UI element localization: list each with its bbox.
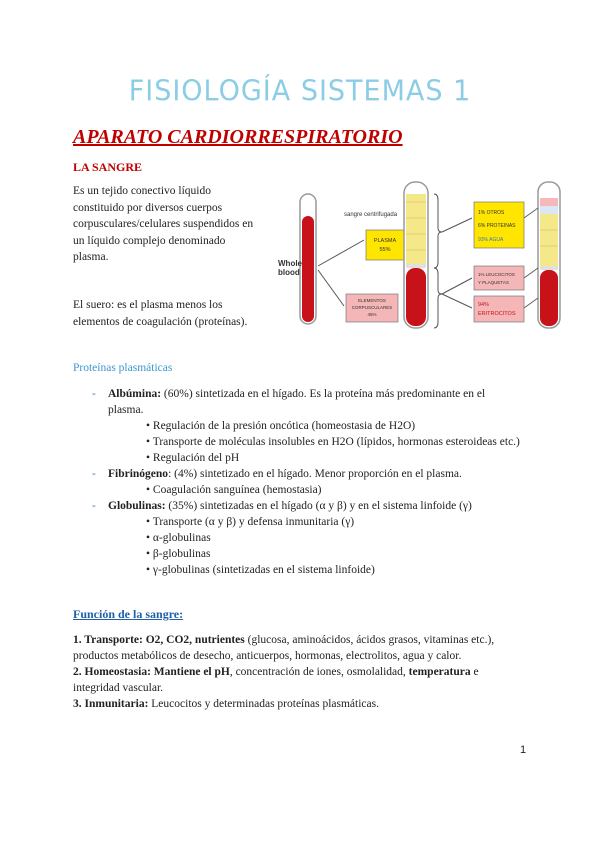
cells-label: ELEMENTOS (358, 298, 386, 303)
immune-term: 3. Inmunitaria: (73, 698, 149, 710)
function-line-3 (73, 696, 543, 712)
list-item: - Albúmina: (60%) sintetizada en el hígado. Es la proteína más predominante en el plasma. (92, 386, 562, 418)
temperature-term: temperatura (408, 666, 471, 678)
transport-text-cont: productos metabólicos de desecho, anticuerpos, hormonas, electrolitos, agua y calor. (73, 650, 462, 662)
albumin-subs (92, 418, 562, 466)
page-number: 1 (520, 744, 527, 756)
leukocytes-label: 1% LEUCOCITOS (478, 272, 515, 277)
function-heading: Función de la sangre: (73, 607, 184, 621)
fibrinogen-subs (92, 482, 562, 498)
erythrocytes-box (474, 296, 524, 322)
page-header-title: FISIOLOGÍA SISTEMAS 1 (128, 75, 472, 108)
intro-line: corpusculares/celulares suspendidos en (73, 218, 254, 230)
intro-line: Es un tejido conectivo líquido (73, 185, 211, 197)
homeostasis-text-end: e (470, 666, 479, 678)
transport-term: 1. Transporte: O2, CO2, nutrientes (73, 634, 245, 646)
sub-item: • β-globulinas (146, 548, 211, 560)
erythrocytes-label: ERITROCITOS (478, 311, 516, 317)
separated-tube-icon (538, 182, 560, 328)
cells-label: 45% (367, 312, 377, 317)
globulins-subs (92, 514, 562, 578)
proteins-heading: Proteínas plasmáticas (73, 362, 173, 374)
section-subtitle: LA SANGRE (73, 160, 143, 174)
function-line-2 (73, 664, 543, 680)
plasma-percent: 55% (379, 247, 391, 253)
intro-line: constituido por diversos cuerpos (73, 201, 223, 214)
sub-item: • Transporte (α y β) y defensa inmunitaria (γ) (146, 516, 355, 528)
composition-label: 6% PROTEINAS (478, 223, 516, 229)
whole-blood-label: Whole (278, 259, 302, 268)
intro-line: plasma. (73, 251, 109, 263)
section-title: APARATO CARDIORRESPIRATORIO (73, 126, 403, 148)
sub-item: • Coagulación sanguínea (hemostasia) (146, 484, 322, 496)
composition-label: 93% AGUA (478, 237, 504, 243)
sub-item: • α-globulinas (146, 532, 211, 544)
whole-blood-label: blood (278, 268, 300, 277)
centrifuged-label: sangre centrifugada (344, 212, 398, 218)
intro-line: un líquido complejo denominado (73, 234, 226, 247)
fibrinogen-term: Fibrinógeno (108, 468, 169, 480)
erythrocytes-label: 94% (478, 302, 490, 308)
serum-line: El suero: es el plasma menos los (73, 299, 223, 311)
fibrinogen-text: : (4%) sintetizado en el hígado. Menor proporción en el plasma. (168, 468, 462, 480)
albumin-text-cont: plasma. (108, 404, 144, 416)
blood-centrifuge-figure (274, 178, 574, 332)
composition-label: 1% OTROS (478, 210, 505, 216)
homeostasis-text: , concentración de iones, osmolalidad, (229, 666, 409, 678)
sub-item: • Regulación de la presión oncótica (homeostasia de H2O) (146, 420, 416, 432)
cells-label: CORPUSCULARES (351, 305, 393, 310)
albumin-term: Albúmina: (108, 388, 162, 400)
globulins-text: (35%) sintetizadas en el hígado (α y β) y en el sistema linfoide (γ) (165, 500, 472, 512)
list-item: - Fibrinógeno: (4%) sintetizado en el hígado. Menor proporción en el plasma. (92, 468, 462, 480)
sub-item: • Transporte de moléculas insolubles en H2O (lípidos, hormonas esteroideas etc.) (146, 436, 520, 448)
intro-paragraph (73, 183, 273, 266)
list-item: - Globulinas: (35%) sintetizadas en el hígado (α y β) y en el sistema linfoide (γ) (92, 500, 472, 512)
proteins-list (92, 386, 562, 578)
whole-blood-tube-icon (300, 194, 316, 324)
function-paragraph (73, 632, 543, 712)
function-line-1 (73, 632, 543, 648)
homeostasis-text-cont: integridad vascular. (73, 682, 164, 694)
plasma-label: PLASMA (373, 238, 397, 244)
sub-item: • γ-globulinas (sintetizadas en el sistema linfoide) (146, 564, 375, 576)
immune-text: Leucocitos y determinadas proteínas plasmáticas. (148, 698, 379, 710)
globulins-term: Globulinas: (108, 500, 166, 512)
homeostasis-term: 2. Homeostasia: Mantiene el pH (73, 666, 230, 678)
serum-line: elementos de coagulación (proteínas). (73, 315, 248, 328)
plasma-box (366, 230, 404, 260)
serum-paragraph (73, 297, 273, 330)
albumin-text: (60%) sintetizada en el hígado. Es la proteína más predominante en el (161, 388, 486, 400)
leukocytes-label: Y PLAQUETAS (478, 280, 509, 285)
transport-text: (glucosa, aminoácidos, ácidos grasos, vitaminas etc.), (244, 634, 495, 646)
centrifuged-tube-icon (404, 182, 428, 328)
sub-item: • Regulación del pH (146, 452, 240, 464)
leukocytes-box (474, 266, 524, 290)
